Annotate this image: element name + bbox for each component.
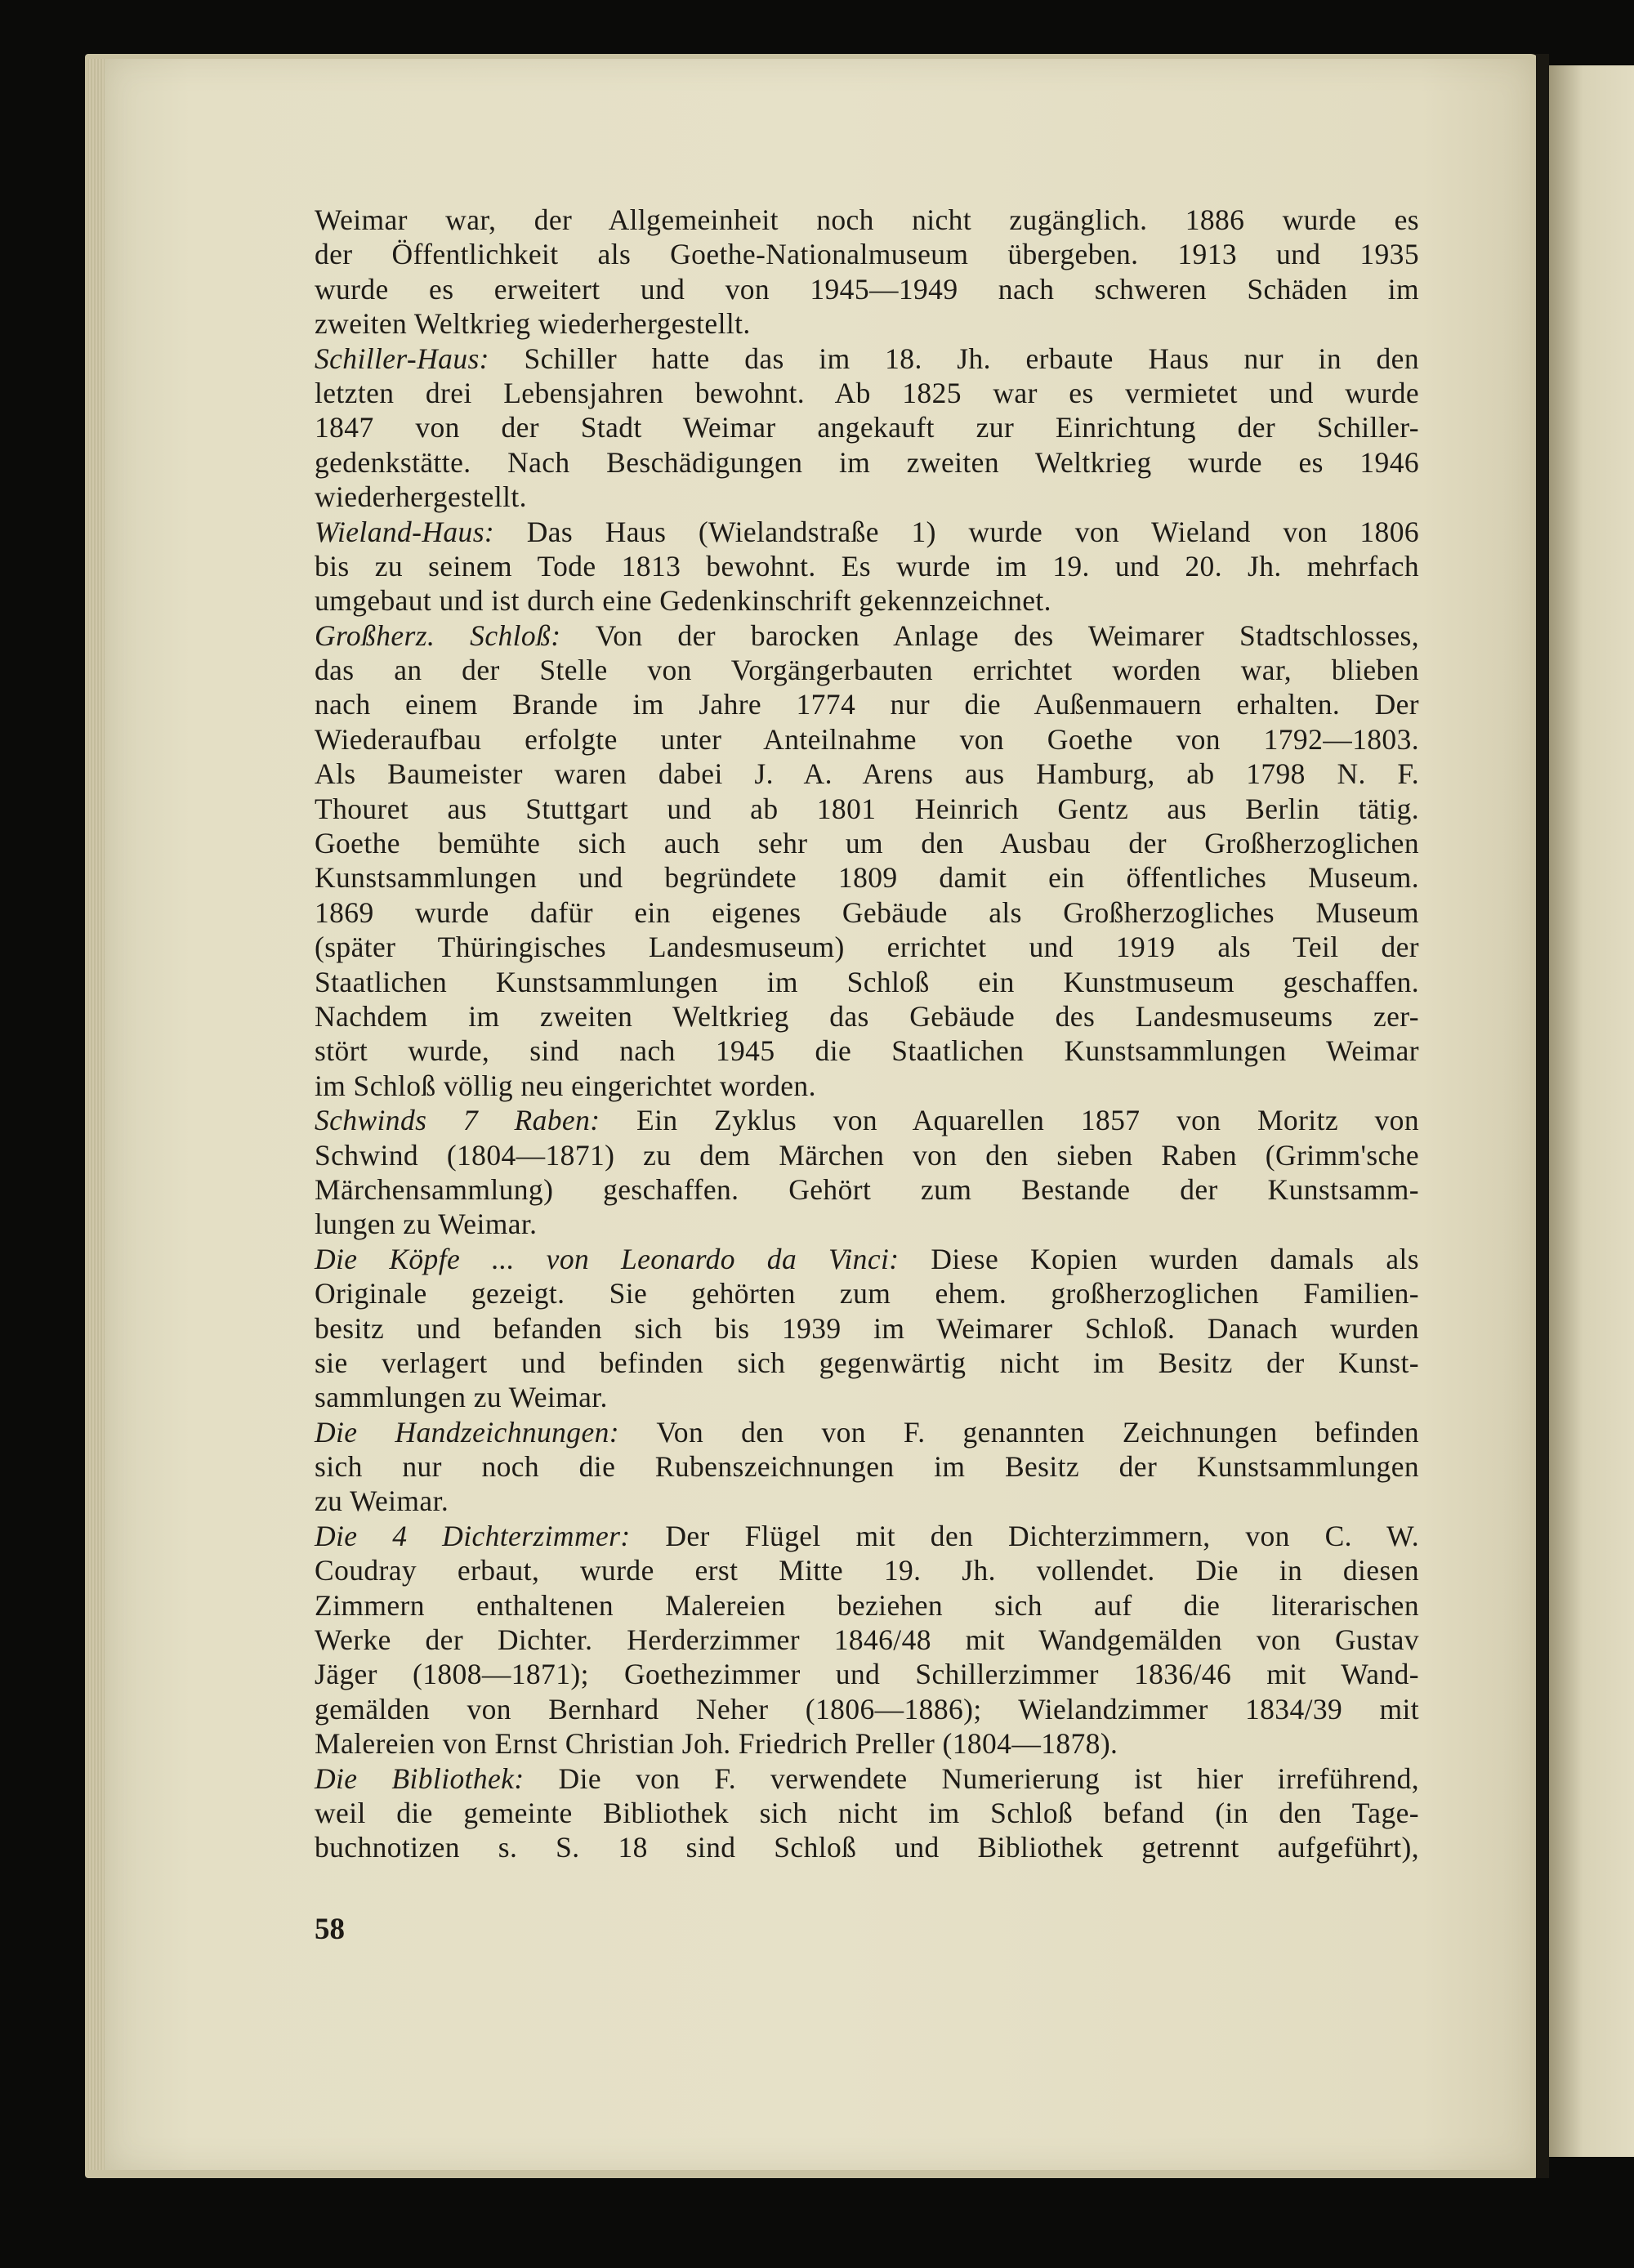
line-text: 1869 wurde dafür ein eigenes Gebäude als Großherzogliches Museum [315, 895, 1419, 929]
text-line [315, 653, 1419, 687]
line-text: Die von F. verwendete Numerierung ist hier irreführend, [524, 1761, 1419, 1795]
line-text: umgebaut und ist durch eine Gedenkinschrift gekennzeichnet. [315, 584, 1051, 618]
line-text: besitz und befanden sich bis 1939 im Weimarer Schloß. Danach wurden [315, 1311, 1419, 1345]
text-line [315, 1242, 1419, 1276]
text-line [315, 1207, 1419, 1241]
line-text: sich nur noch die Rubenszeichnungen im Besitz der Kunstsammlungen [315, 1450, 1419, 1484]
line-text: zweiten Weltkrieg wiederhergestellt. [315, 307, 751, 341]
text-line [315, 1623, 1419, 1657]
text-line [315, 1449, 1419, 1484]
text-line [315, 1484, 1419, 1518]
text-line [315, 930, 1419, 964]
line-text: bis zu seinem Tode 1813 bewohnt. Es wurde im 19. und 20. Jh. mehrfach [315, 549, 1419, 583]
text-line [315, 1830, 1419, 1864]
line-text: Originale gezeigt. Sie gehörten zum ehem. großherzoglichen Familien- [315, 1277, 1419, 1310]
text-line [315, 895, 1419, 930]
entry-term: Großherz. Schloß: [315, 618, 561, 652]
line-text: Werke der Dichter. Herderzimmer 1846/48 mit Wandgemälden von Gustav [315, 1623, 1419, 1657]
text-line [315, 1415, 1419, 1449]
entry-term: Schiller-Haus: [315, 342, 489, 375]
text-line [315, 1588, 1419, 1623]
line-text: Thouret aus Stuttgart und ab 1801 Heinrich Gentz aus Berlin tätig. [315, 792, 1419, 825]
text-line [315, 549, 1419, 583]
text-line [315, 1380, 1419, 1414]
line-text: Zimmern enthaltenen Malereien beziehen sich auf die literarischen [315, 1588, 1419, 1622]
text-line [315, 757, 1419, 791]
text-line [315, 515, 1419, 549]
text-line [315, 999, 1419, 1034]
line-text: (später Thüringisches Landesmuseum) errichtet und 1919 als Teil der [315, 931, 1419, 964]
text-line [315, 687, 1419, 721]
text-line [315, 1103, 1419, 1137]
text-line [315, 965, 1419, 999]
line-text: lungen zu Weimar. [315, 1208, 538, 1241]
line-text: Goethe bemühte sich auch sehr um den Ausbau der Großherzoglichen [315, 827, 1419, 860]
text-line [315, 410, 1419, 444]
line-text: zu Weimar. [315, 1484, 449, 1518]
line-text: Schwind (1804—1871) zu dem Märchen von den sieben Raben (Grimm'sche [315, 1138, 1419, 1172]
line-text: Malereien von Ernst Christian Joh. Friedrich Preller (1804—1878). [315, 1727, 1118, 1761]
body-text [315, 203, 1419, 1865]
text-line [315, 618, 1419, 653]
text-line [315, 1796, 1419, 1830]
line-text: letzten drei Lebensjahren bewohnt. Ab 1825 war es vermietet und wurde [315, 376, 1419, 409]
text-line [315, 860, 1419, 895]
page-edges [88, 59, 105, 2170]
text-line [315, 722, 1419, 757]
line-text: Nachdem im zweiten Weltkrieg das Gebäude des Landesmuseums zer- [315, 999, 1419, 1033]
line-text: buchnotizen s. S. 18 sind Schloß und Bibliothek getrennt aufgeführt), [315, 1831, 1419, 1864]
text-line [315, 1276, 1419, 1310]
text-line [315, 1138, 1419, 1172]
book-gutter [1536, 54, 1549, 2178]
line-text: Kunstsammlungen und begründete 1809 damit ein öffentliches Museum. [315, 861, 1419, 895]
text-line [315, 1346, 1419, 1380]
text-line [315, 1311, 1419, 1346]
line-text: 1847 von der Stadt Weimar angekauft zur Einrichtung der Schiller- [315, 411, 1419, 444]
line-text: Der Flügel mit den Dichterzimmern, von C. W. [630, 1519, 1419, 1552]
line-text: Staatlichen Kunstsammlungen im Schloß ein Kunstmuseum geschaffen. [315, 965, 1419, 998]
line-text: Coudray erbaut, wurde erst Mitte 19. Jh. vollendet. Die in diesen [315, 1554, 1419, 1587]
text-line [315, 1069, 1419, 1103]
text-line [315, 826, 1419, 860]
line-text: sammlungen zu Weimar. [315, 1381, 608, 1414]
text-line [315, 1761, 1419, 1796]
line-text: Von der barocken Anlage des Weimarer Stadtschlosses, [560, 618, 1419, 652]
text-line [315, 1692, 1419, 1726]
text-line [315, 1657, 1419, 1691]
line-text: Märchensammlung) geschaffen. Gehört zum Bestande der Kunstsamm- [315, 1172, 1419, 1206]
line-text: wurde es erweitert und von 1945—1949 nach schweren Schäden im [315, 272, 1419, 306]
line-text: nach einem Brande im Jahre 1774 nur die Außenmauern erhalten. Der [315, 688, 1419, 721]
line-text: sie verlagert und befinden sich gegenwärtig nicht im Besitz der Kunst- [315, 1346, 1419, 1379]
line-text: das an der Stelle von Vorgängerbauten errichtet worden war, blieben [315, 654, 1419, 687]
entry-term: Die Handzeichnungen: [315, 1415, 619, 1449]
entry-term: Wieland-Haus: [315, 515, 495, 548]
text-line [315, 480, 1419, 514]
line-text: gedenkstätte. Nach Beschädigungen im zweiten Weltkrieg wurde es 1946 [315, 445, 1419, 479]
line-text: Weimar war, der Allgemeinheit noch nicht zugänglich. 1886 wurde es [315, 203, 1419, 236]
line-text: weil die gemeinte Bibliothek sich nicht im Schloß befand (in den Tage- [315, 1796, 1419, 1829]
line-text: Das Haus (Wielandstraße 1) wurde von Wieland von 1806 [494, 515, 1419, 548]
text-line [315, 342, 1419, 376]
line-text: Wiederaufbau erfolgte unter Anteilnahme von Goethe von 1792—1803. [315, 722, 1419, 756]
text-line [315, 203, 1419, 237]
line-text: Jäger (1808—1871); Goethezimmer und Schillerzimmer 1836/46 mit Wand- [315, 1658, 1419, 1691]
entry-term: Schwinds 7 Raben: [315, 1104, 600, 1137]
next-page-edge [1549, 65, 1634, 2157]
line-text: Diese Kopien wurden damals als [899, 1242, 1419, 1275]
line-text: Als Baumeister waren dabei J. A. Arens aus Hamburg, ab 1798 N. F. [315, 757, 1419, 791]
text-line [315, 792, 1419, 826]
text-line [315, 237, 1419, 271]
text-line [315, 306, 1419, 341]
text-line [315, 583, 1419, 618]
line-text: der Öffentlichkeit als Goethe-Nationalmuseum übergeben. 1913 und 1935 [315, 238, 1419, 271]
text-line [315, 272, 1419, 306]
text-line [315, 1726, 1419, 1761]
text-line [315, 445, 1419, 480]
entry-term: Die Köpfe ... von Leonardo da Vinci: [315, 1242, 900, 1275]
line-text: Ein Zyklus von Aquarellen 1857 von Moritz von [600, 1104, 1419, 1137]
line-text: wiederhergestellt. [315, 480, 527, 514]
line-text: gemälden von Bernhard Neher (1806—1886); Wielandzimmer 1834/39 mit [315, 1692, 1419, 1726]
entry-term: Die 4 Dichterzimmer: [315, 1519, 631, 1552]
text-line [315, 1553, 1419, 1587]
line-text: Von den von F. genannten Zeichnungen befinden [619, 1415, 1420, 1449]
line-text: im Schloß völlig neu eingerichtet worden. [315, 1069, 816, 1102]
text-line [315, 1519, 1419, 1553]
line-text: Schiller hatte das im 18. Jh. erbaute Haus nur in den [489, 342, 1419, 375]
page-number: 58 [315, 1913, 345, 1946]
text-line [315, 1172, 1419, 1207]
entry-term: Die Bibliothek: [315, 1761, 525, 1795]
text-line [315, 1034, 1419, 1068]
text-line [315, 376, 1419, 410]
line-text: stört wurde, sind nach 1945 die Staatlichen Kunstsammlungen Weimar [315, 1034, 1419, 1068]
